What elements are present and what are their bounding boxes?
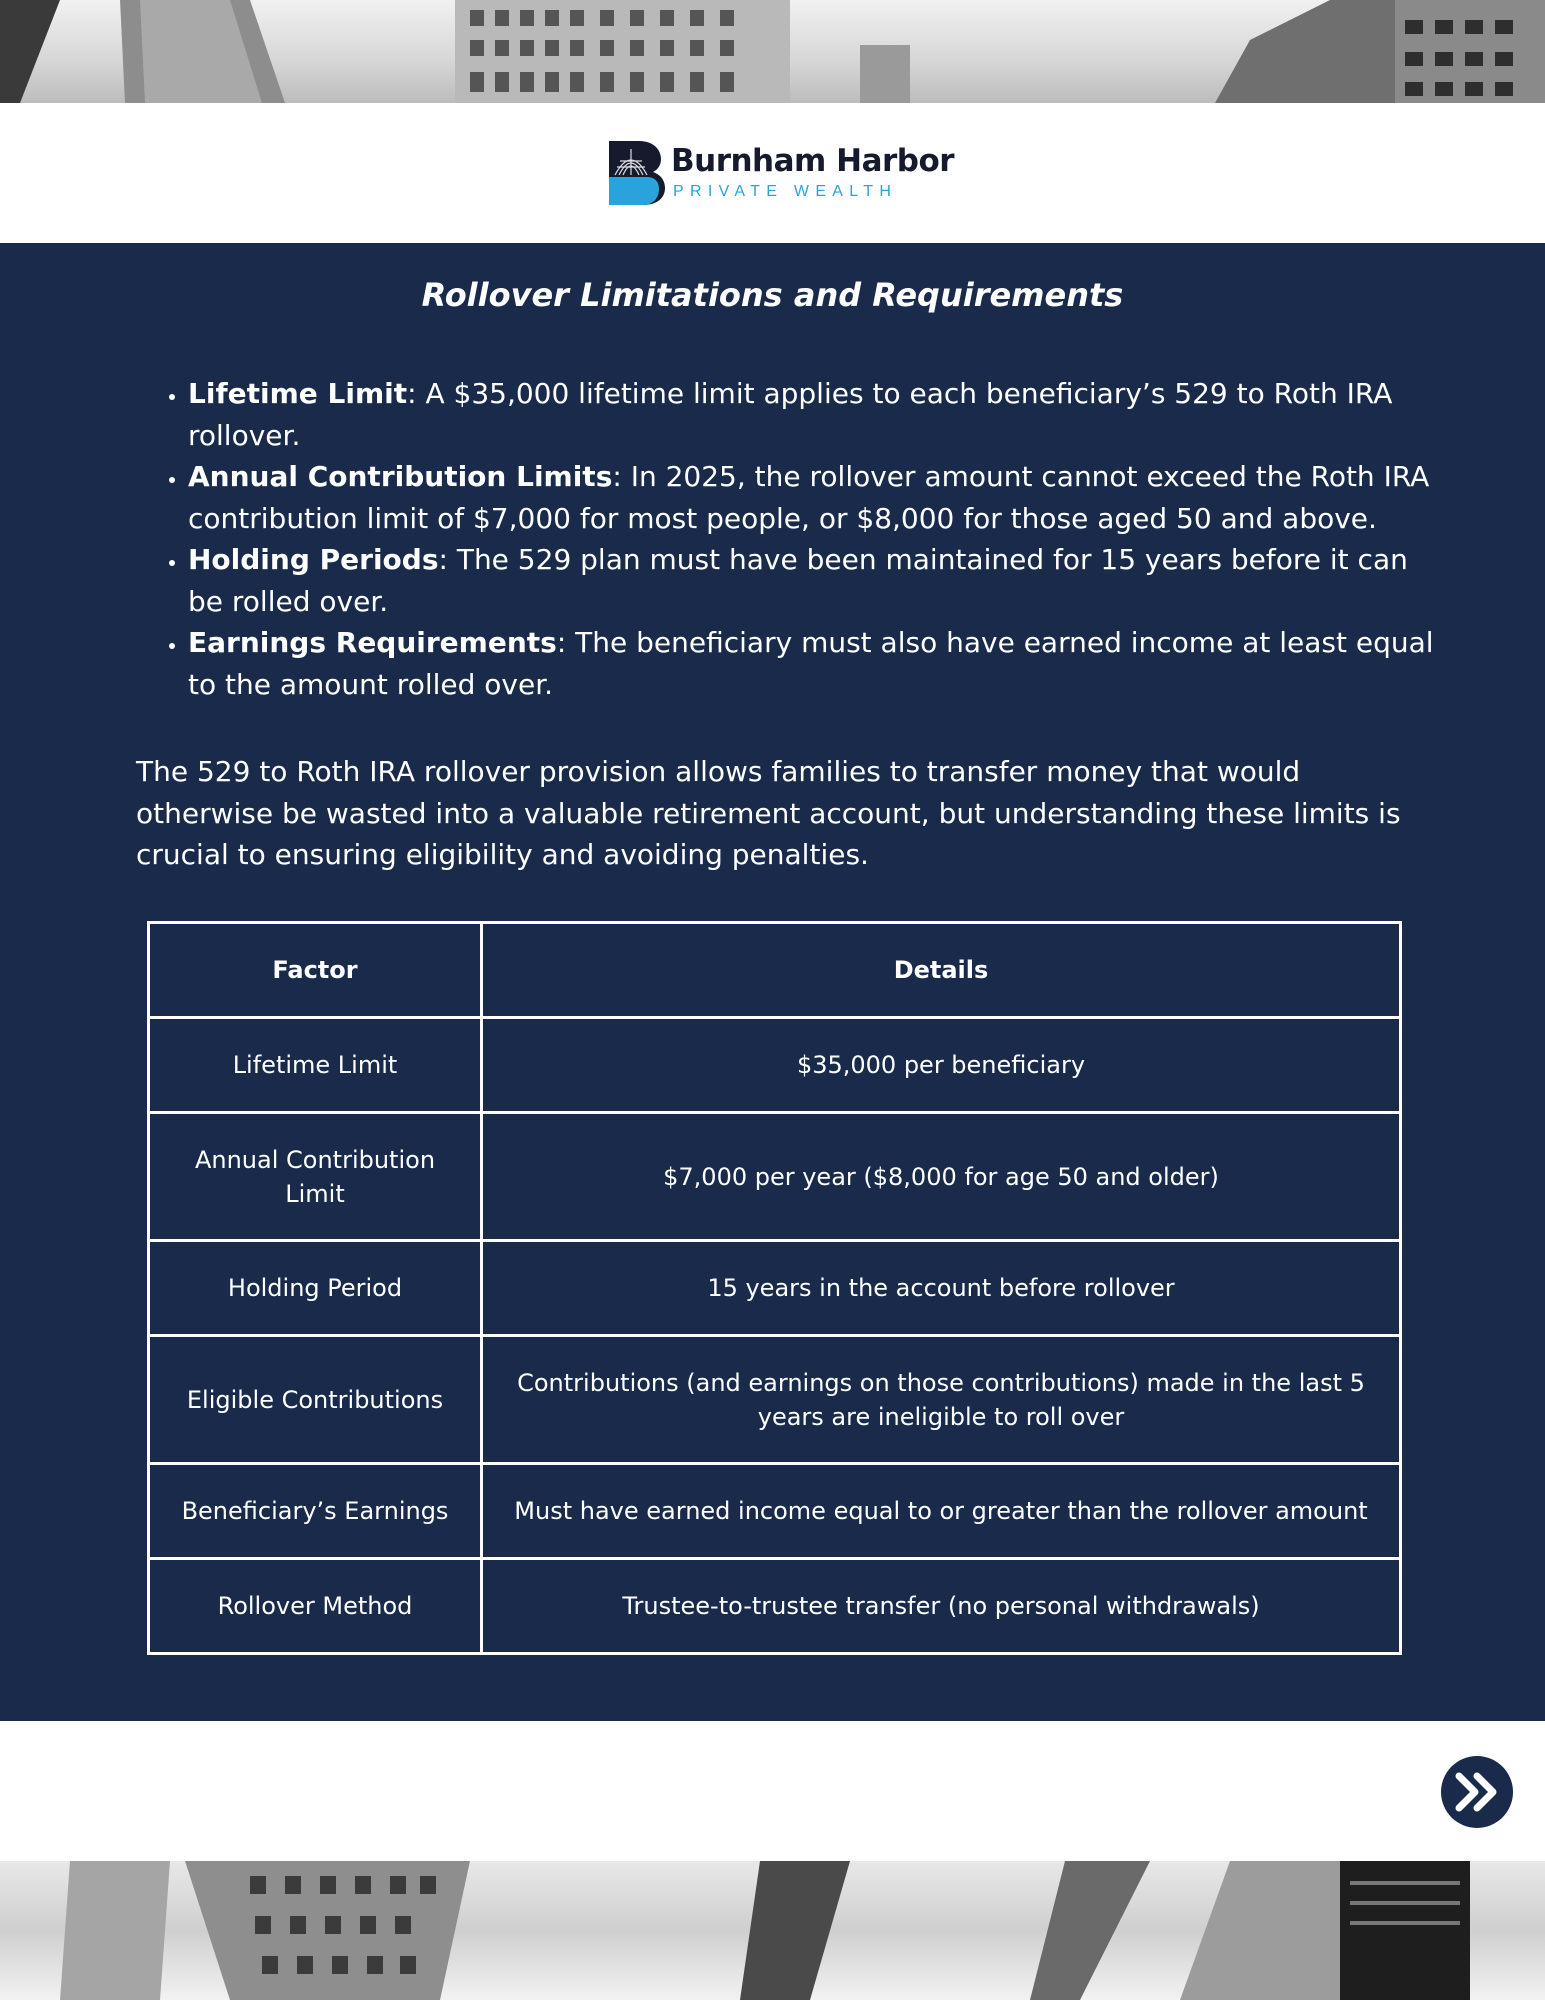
- table-header-row: [149, 923, 1401, 1018]
- table-row: [149, 1241, 1401, 1336]
- requirements-list: [150, 373, 1440, 705]
- brand-name: Burnham Harbor: [671, 143, 955, 179]
- list-item-text: : In 2025, the rollover amount cannot exceed the Roth IRA contribution limit of $7,000 for most people, or $8,000 for those aged 50 and above.: [188, 460, 1430, 535]
- table-cell-details: Contributions (and earnings on those contributions) made in the last 5 years are ineligible to roll over: [482, 1336, 1401, 1464]
- next-page-button[interactable]: [1441, 1756, 1513, 1828]
- skyline-image-bottom: [0, 1861, 1545, 2000]
- table-cell-details: Trustee-to-trustee transfer (no personal withdrawals): [482, 1559, 1401, 1654]
- table-cell-details: Must have earned income equal to or greater than the rollover amount: [482, 1464, 1401, 1559]
- list-item-text: : A $35,000 lifetime limit applies to each beneficiary’s 529 to Roth IRA rollover.: [188, 377, 1393, 452]
- column-header-factor: Factor: [149, 923, 482, 1018]
- table-row: [149, 1018, 1401, 1113]
- table-row: [149, 1464, 1401, 1559]
- table-cell-details: $7,000 per year ($8,000 for age 50 and older): [482, 1113, 1401, 1241]
- list-item: [188, 622, 1440, 705]
- list-item-term: Earnings Requirements: [188, 626, 557, 659]
- brand-tagline: PRIVATE WEALTH: [673, 183, 898, 200]
- list-item: [188, 539, 1440, 622]
- table-cell-factor: Rollover Method: [149, 1559, 482, 1654]
- table-cell-factor: Lifetime Limit: [149, 1018, 482, 1113]
- list-item-text: : The 529 plan must have been maintained for 15 years before it can be rolled over.: [188, 543, 1408, 618]
- table-cell-factor: Beneficiary’s Earnings: [149, 1464, 482, 1559]
- section-title: Rollover Limitations and Requirements: [421, 276, 1124, 314]
- list-item: [188, 456, 1440, 539]
- brand-mark-icon: [609, 141, 665, 205]
- summary-paragraph: The 529 to Roth IRA rollover provision allows families to transfer money that would otherwise be wasted into a valuable retirement account, but understanding these limits is crucial to ensuring eligibility and avoiding penalties.: [136, 755, 1401, 871]
- brand-logo: [609, 141, 955, 209]
- table-cell-factor: Eligible Contributions: [149, 1336, 482, 1464]
- list-item-text: : The beneficiary must also have earned income at least equal to the amount rolled over.: [188, 626, 1434, 701]
- column-header-details: Details: [482, 923, 1401, 1018]
- list-item-term: Holding Periods: [188, 543, 439, 576]
- double-chevron-right-icon: [1455, 1772, 1499, 1812]
- table-row: [149, 1336, 1401, 1464]
- skyline-image-top: [0, 0, 1545, 103]
- logo-header: [0, 103, 1545, 243]
- top-skyline-photo: [0, 0, 1545, 103]
- table-cell-factor: Holding Period: [149, 1241, 482, 1336]
- factors-table: [147, 921, 1402, 1655]
- list-item: [188, 373, 1440, 456]
- table-cell-details: $35,000 per beneficiary: [482, 1018, 1401, 1113]
- table-row: [149, 1113, 1401, 1241]
- table-cell-factor: Annual Contribution Limit: [149, 1113, 482, 1241]
- bottom-skyline-photo: [0, 1861, 1545, 2000]
- table-cell-details: 15 years in the account before rollover: [482, 1241, 1401, 1336]
- table-row: [149, 1559, 1401, 1654]
- list-item-term: Lifetime Limit: [188, 377, 408, 410]
- content-panel: [0, 243, 1545, 1721]
- list-item-term: Annual Contribution Limits: [188, 460, 613, 493]
